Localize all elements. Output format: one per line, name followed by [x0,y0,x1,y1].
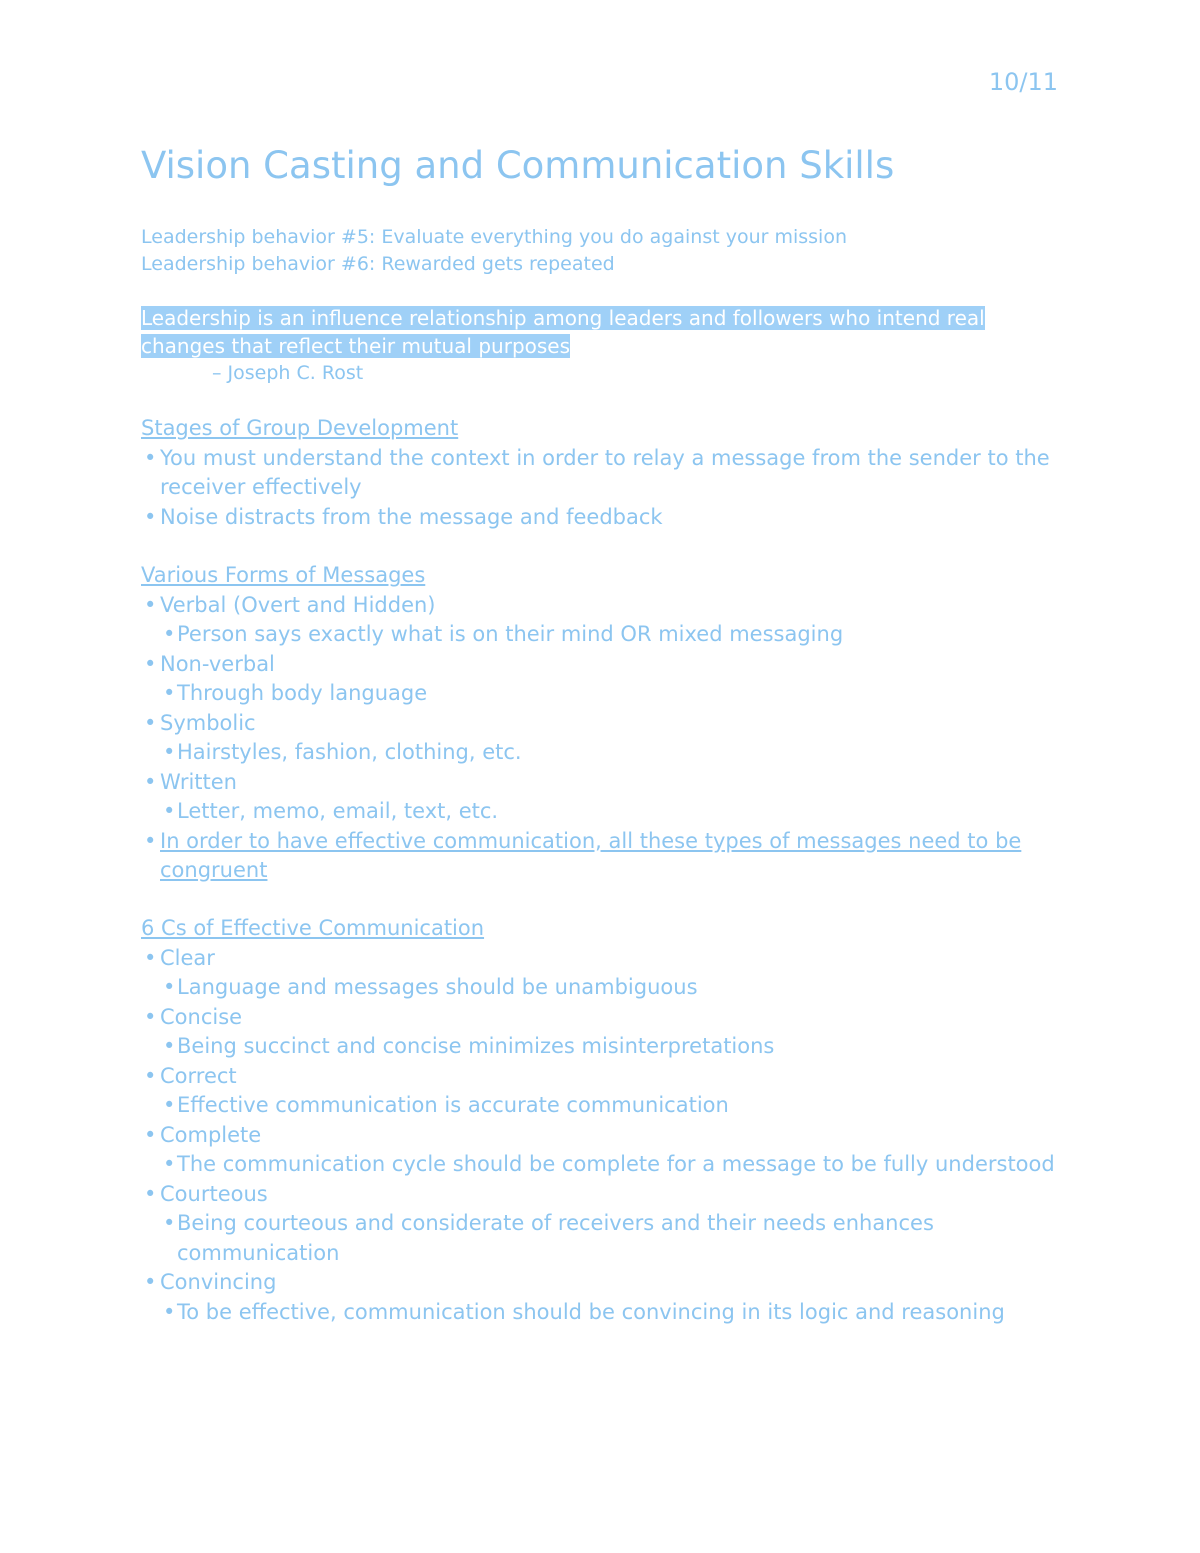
sub-bullet-item: • Being courteous and considerate of receivers and their needs enhances communication [141,1209,1071,1268]
bullet-item: • Concise [141,1003,1071,1033]
section-6-cs-of-effective-communication [141,914,1071,1327]
bullet-item: • Symbolic [141,709,1071,739]
date-label: 10/11 [988,68,1058,96]
underlined-bullet-item: • In order to have effective communication, all these types of messages need to be congruent [141,827,1071,886]
sub-bullet-item: • Person says exactly what is on their mind OR mixed messaging [141,620,1071,650]
behavior-line: Leadership behavior #5: Evaluate everything you do against your mission [141,226,847,248]
page-title: Vision Casting and Communication Skills [141,144,895,187]
section-various-forms-of-messages [141,561,1071,886]
bullet-item: • Non-verbal [141,650,1071,680]
sub-bullet-item: • Hairstyles, fashion, clothing, etc. [141,738,1071,768]
bullet-item: • Correct [141,1062,1071,1092]
behavior-line: Leadership behavior #6: Rewarded gets repeated [141,253,615,275]
sub-bullet-item: • Letter, memo, email, text, etc. [141,797,1071,827]
bullet-item: • Complete [141,1121,1071,1151]
bullet-item: • Noise distracts from the message and feedback [141,503,1071,533]
bullet-item: • Convincing [141,1268,1071,1298]
sub-bullet-item: • Through body language [141,679,1071,709]
bullet-item: • Verbal (Overt and Hidden) [141,591,1071,621]
bullet-item: • Written [141,768,1071,798]
quote-attribution: – Joseph C. Rost [212,362,364,384]
quote-block [141,304,1061,386]
sub-bullet-item: • To be effective, communication should be convincing in its logic and reasoning [141,1298,1071,1328]
section-heading: Stages of Group Development [141,416,459,440]
bullet-item: • Clear [141,944,1071,974]
sub-bullet-item: • Language and messages should be unambiguous [141,973,1071,1003]
highlighted-quote[interactable]: Leadership is an influence relationship among leaders and followers who intend real changes that reflect their mutual purposes [141,306,985,358]
leadership-behaviors [141,224,847,278]
section-heading: Various Forms of Messages [141,563,426,587]
sub-bullet-item: • The communication cycle should be complete for a message to be fully understood [141,1150,1071,1180]
bullet-item: • Courteous [141,1180,1071,1210]
section-heading: 6 Cs of Effective Communication [141,916,485,940]
bullet-item: • You must understand the context in order to relay a message from the sender to the receiver effectively [141,444,1071,503]
section-stages-of-group-development [141,414,1071,532]
sub-bullet-item: • Effective communication is accurate communication [141,1091,1071,1121]
sub-bullet-item: • Being succinct and concise minimizes misinterpretations [141,1032,1071,1062]
